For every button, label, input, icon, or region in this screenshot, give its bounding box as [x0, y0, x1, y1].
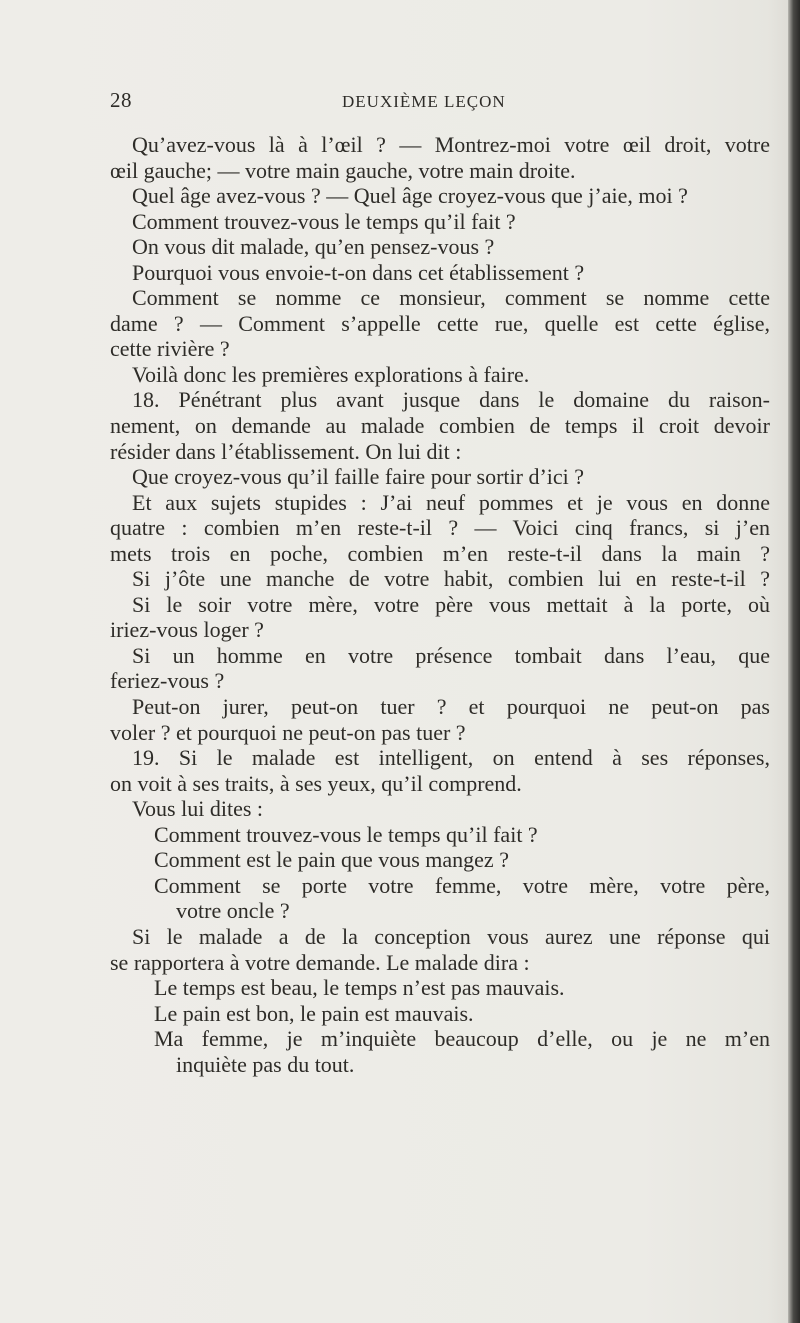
text-line: Qu’avez-vous là à l’œil ? — Montrez-moi votre œil droit, votre: [132, 132, 770, 157]
text-line: cette rivière ?: [110, 336, 230, 362]
text-line: Comment trouvez-vous le temps qu’il fait ?: [132, 208, 516, 234]
running-head: DEUXIÈME LEÇON: [342, 92, 506, 111]
text-line: Comment est le pain que vous mangez ?: [154, 847, 509, 873]
text-line: Que croyez-vous qu’il faille faire pour sortir d’ici ?: [132, 464, 585, 490]
text-line: Comment se porte votre femme, votre mère, votre père,: [154, 872, 770, 898]
text-line: Quel âge avez-vous ? — Quel âge croyez-vous que j’aie, moi ?: [132, 183, 688, 209]
text-line: mets trois en poche, combien m’en reste-t-il dans la main ?: [110, 540, 770, 566]
text-line: inquiète pas du tout.: [176, 1051, 355, 1077]
text-line: se rapportera à votre demande. Le malade dira :: [110, 949, 530, 975]
text-line: dame ? — Comment s’appelle cette rue, quelle est cette église,: [110, 310, 770, 336]
text-line: Pourquoi vous envoie-t-on dans cet établissement ?: [132, 259, 585, 285]
text-line: voler ? et pourquoi ne peut-on pas tuer ?: [110, 719, 466, 745]
text-line: œil gauche; — votre main gauche, votre main droite.: [110, 157, 576, 183]
text-line: résider dans l’établissement. On lui dit :: [110, 438, 462, 464]
text-line: votre oncle ?: [176, 898, 290, 924]
text-line: Si un homme en votre présence tombait dans l’eau, que: [132, 642, 770, 668]
text-line: quatre : combien m’en reste-t-il ? — Voici cinq francs, si j’en: [110, 515, 770, 541]
text-line: On vous dit malade, qu’en pensez-vous ?: [132, 234, 495, 260]
text-line: nement, on demande au malade combien de temps il croit devoir: [110, 413, 770, 439]
text-line: Peut-on jurer, peut-on tuer ? et pourquoi ne peut-on pas: [132, 694, 770, 720]
text-line: feriez-vous ?: [110, 668, 225, 694]
text-line: Vous lui dites :: [132, 796, 264, 822]
text-line: Le pain est bon, le pain est mauvais.: [154, 1000, 474, 1026]
text-line: Ma femme, je m’inquiète beaucoup d’elle, ou je ne m’en: [154, 1026, 770, 1052]
page-number: 28: [110, 88, 132, 112]
text-line: Comment trouvez-vous le temps qu’il fait ?: [154, 821, 538, 847]
text-line: 19. Si le malade est intelligent, on entend à ses réponses,: [132, 745, 770, 771]
text-line: Comment se nomme ce monsieur, comment se nomme cette: [132, 285, 770, 311]
text-line: 18. Pénétrant plus avant jusque dans le domaine du raison-: [132, 387, 770, 413]
text-line: iriez-vous loger ?: [110, 617, 264, 643]
body-text: [110, 132, 770, 1077]
text-line: on voit à ses traits, à ses yeux, qu’il comprend.: [110, 770, 522, 796]
book-binding-edge: [788, 0, 800, 1323]
page-header: [110, 88, 770, 114]
text-line: Voilà donc les premières explorations à faire.: [132, 361, 530, 387]
text-line: Et aux sujets stupides : J’ai neuf pommes et je vous en donne: [132, 489, 770, 515]
text-line: Si j’ôte une manche de votre habit, combien lui en reste-t-il ?: [132, 566, 770, 592]
text-line: Si le soir votre mère, votre père vous mettait à la porte, où: [132, 591, 770, 617]
text-line: Le temps est beau, le temps n’est pas mauvais.: [154, 975, 565, 1001]
text-line: Si le malade a de la conception vous aurez une réponse qui: [132, 923, 770, 949]
